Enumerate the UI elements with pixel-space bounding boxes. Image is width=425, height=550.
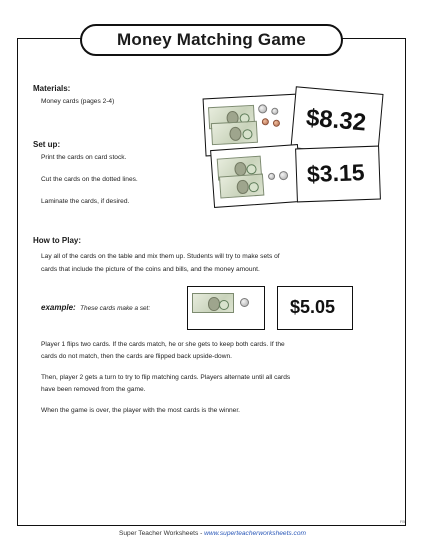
materials-heading: Materials: (33, 84, 71, 93)
card-amount-2: $3.15 (306, 159, 365, 188)
materials-item: Money cards (pages 2-4) (41, 98, 115, 105)
p2-line-2: have been removed from the game. (41, 386, 146, 393)
example-amount: $5.05 (290, 297, 336, 317)
setup-step-1: Print the cards on card stock. (41, 154, 127, 161)
intro-line-2: cards that include the picture of the coins and bills, and the money amount. (41, 266, 260, 273)
p1-line-1: Player 1 flips two cards. If the cards match, he or she gets to keep both cards. If the (41, 341, 285, 348)
page-title: Money Matching Game (117, 30, 306, 49)
p1-line-2: cards do not match, then the cards are flipped back upside-down. (41, 353, 232, 360)
footer-url[interactable]: www.superteacherworksheets.com (204, 530, 307, 537)
example-text: These cards make a set: (80, 305, 151, 312)
p3: When the game is over, the player with the most cards is the winner. (41, 407, 241, 414)
example-card-pictures (187, 286, 265, 330)
title-banner (80, 24, 343, 56)
p2-line-1: Then, player 2 gets a turn to try to flip matching cards. Players alternate until all cards (41, 374, 291, 381)
coin-image (258, 104, 267, 113)
bill-image (192, 293, 234, 313)
example-card-amount (277, 286, 353, 330)
coin-image (262, 118, 269, 125)
intro-line-1: Lay all of the cards on the table and mix them up. Students will try to make sets of (41, 253, 280, 260)
coin-image (240, 298, 249, 307)
bill-image (219, 174, 264, 199)
setup-heading: Set up: (33, 140, 61, 149)
coin-image (273, 120, 280, 127)
bill-image (211, 121, 258, 145)
example-label: example: (41, 303, 76, 312)
money-card-amount-2 (295, 146, 381, 203)
footer (0, 530, 425, 537)
page-number: FB (399, 519, 405, 524)
footer-brand: Super Teacher Worksheets - (118, 530, 205, 537)
card-amount-1: $8.32 (304, 104, 368, 137)
coin-image (271, 108, 278, 115)
setup-step-2: Cut the cards on the dotted lines. (41, 176, 138, 183)
coin-image (279, 171, 289, 181)
setup-step-3: Laminate the cards, if desired. (41, 198, 130, 205)
money-card-pictures-2 (210, 144, 302, 208)
coin-image (268, 173, 275, 180)
example-caption (41, 297, 150, 315)
how-to-play-heading: How to Play: (33, 236, 82, 245)
